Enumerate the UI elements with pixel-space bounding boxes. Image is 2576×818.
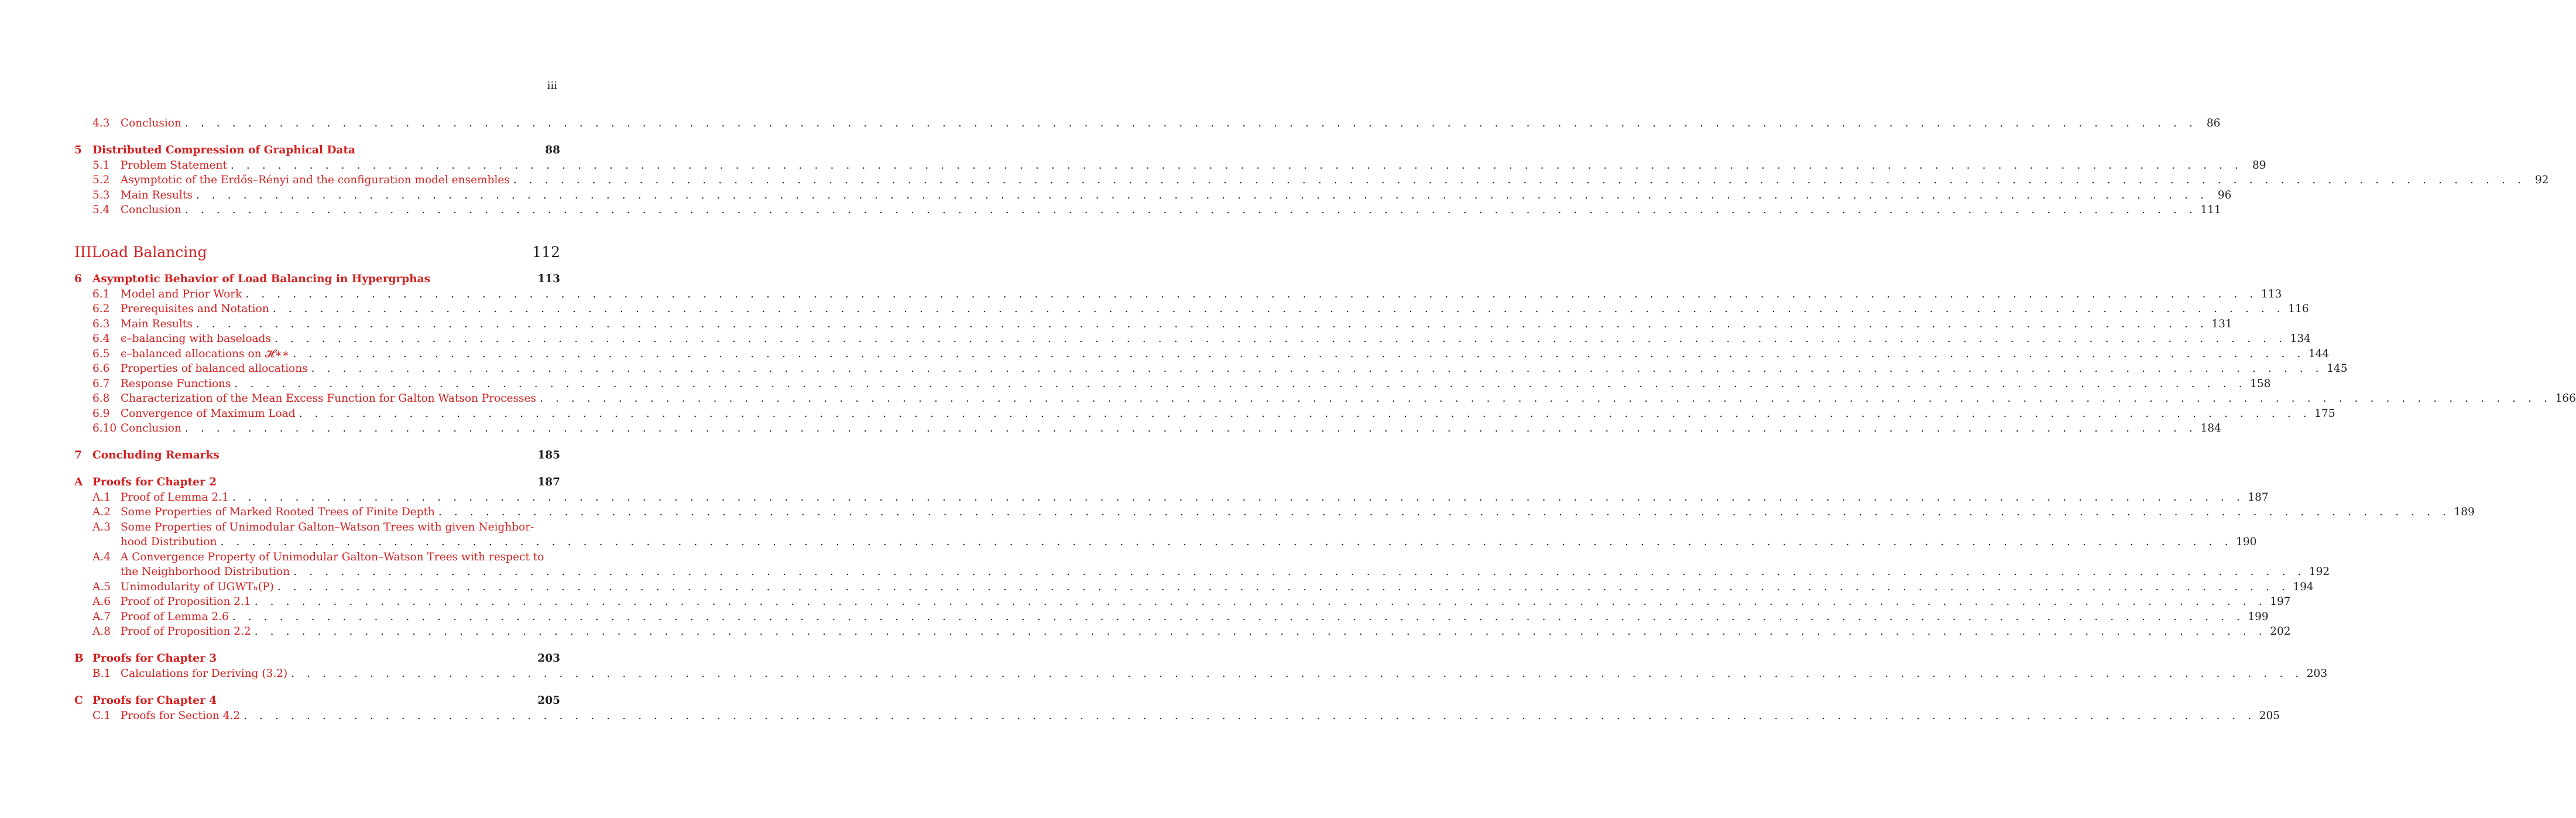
toc-section-entry[interactable] bbox=[74, 520, 560, 535]
entry-page: 144 bbox=[2308, 348, 2330, 360]
dot-leader bbox=[181, 421, 2201, 436]
entry-page: 88 bbox=[545, 144, 560, 156]
entry-number: 6.4 bbox=[92, 333, 110, 345]
toc-section-entry[interactable] bbox=[74, 116, 2221, 131]
entry-page: 205 bbox=[537, 694, 560, 707]
dot-leader bbox=[193, 317, 2212, 332]
entry-number: B.1 bbox=[92, 668, 111, 680]
entry-page: 184 bbox=[2200, 422, 2221, 434]
entry-page: 96 bbox=[2217, 189, 2232, 201]
dot-leader bbox=[271, 331, 2290, 347]
dot-leader bbox=[217, 535, 2237, 550]
entry-title: Concluding Remarks bbox=[92, 449, 219, 461]
entry-title: Conclusion bbox=[121, 422, 181, 434]
entry-page: 92 bbox=[2534, 174, 2549, 186]
entry-number: 6.9 bbox=[92, 408, 110, 420]
entry-number: 5.4 bbox=[92, 204, 110, 216]
entry-title: Some Properties of Marked Rooted Trees of Finite Depth bbox=[121, 506, 435, 518]
entry-number: A bbox=[74, 476, 83, 488]
entry-number: 6.1 bbox=[92, 288, 110, 300]
dot-leader bbox=[274, 580, 2293, 595]
entry-title: Proof of Proposition 2.2 bbox=[121, 625, 251, 638]
entry-title: A Convergence Property of Unimodular Galton–Watson Trees with respect to bbox=[121, 551, 544, 563]
dot-leader bbox=[181, 116, 2201, 131]
entry-title: Characterization of the Mean Excess Function for Galton Watson Processes bbox=[121, 392, 536, 405]
entry-page: 189 bbox=[2454, 506, 2475, 518]
entry-page: 202 bbox=[2270, 625, 2291, 638]
toc-section-entry[interactable] bbox=[74, 188, 2232, 203]
entry-page: 203 bbox=[537, 652, 560, 665]
part-title: IIILoad Balancing bbox=[74, 244, 207, 261]
entry-page: 111 bbox=[2200, 204, 2221, 216]
entry-title: Main Results bbox=[121, 318, 193, 330]
entry-page: 185 bbox=[537, 449, 560, 461]
entry-title: Properties of balanced allocations bbox=[121, 362, 308, 375]
toc-section-entry[interactable] bbox=[74, 317, 2232, 332]
toc-section-entry[interactable] bbox=[74, 666, 2328, 682]
toc-section-entry[interactable] bbox=[74, 287, 2282, 302]
toc-section-entry[interactable] bbox=[74, 347, 2330, 362]
entry-number: 6.6 bbox=[92, 362, 110, 375]
dot-leader bbox=[251, 594, 2270, 610]
entry-page: 197 bbox=[2270, 595, 2291, 608]
dot-leader bbox=[242, 287, 2261, 302]
dot-leader bbox=[227, 158, 2246, 173]
entry-number: A.6 bbox=[92, 595, 111, 608]
entry-page: 190 bbox=[2236, 536, 2257, 548]
toc-section-entry[interactable] bbox=[74, 594, 2291, 610]
entry-page: 145 bbox=[2327, 362, 2348, 375]
toc-chapter-entry[interactable] bbox=[74, 651, 560, 666]
entry-page: 113 bbox=[2261, 288, 2282, 300]
entry-title: Convergence of Maximum Load bbox=[121, 408, 296, 420]
dot-leader bbox=[240, 709, 2259, 724]
toc-section-entry[interactable] bbox=[74, 624, 2291, 639]
entry-title: Model and Prior Work bbox=[121, 288, 242, 300]
toc-chapter-entry[interactable] bbox=[74, 448, 560, 463]
toc-section-entry[interactable] bbox=[74, 331, 2311, 347]
dot-leader bbox=[269, 302, 2289, 317]
entry-number: 6.7 bbox=[92, 378, 110, 390]
dot-leader bbox=[193, 188, 2212, 203]
page-number: iii bbox=[547, 80, 557, 92]
entry-title: Proofs for Chapter 3 bbox=[92, 652, 217, 665]
entry-number: C.1 bbox=[92, 710, 111, 722]
toc-chapter-entry[interactable] bbox=[74, 693, 560, 709]
dot-leader bbox=[308, 361, 2327, 377]
entry-title: Problem Statement bbox=[121, 159, 227, 172]
toc-section-entry[interactable] bbox=[74, 391, 2576, 406]
dot-leader bbox=[289, 347, 2309, 362]
dot-leader bbox=[290, 564, 2309, 580]
dot-leader bbox=[536, 391, 2556, 406]
entry-number: A.1 bbox=[92, 491, 111, 504]
entry-page: 89 bbox=[2252, 159, 2266, 172]
entry-page: 116 bbox=[2288, 303, 2309, 315]
entry-number: 7 bbox=[74, 449, 82, 461]
entry-number: A.3 bbox=[92, 521, 111, 533]
toc-section-continuation[interactable] bbox=[74, 564, 2330, 580]
toc-section-entry[interactable] bbox=[74, 550, 560, 565]
toc-section-entry[interactable] bbox=[74, 377, 2271, 392]
toc-section-entry[interactable] bbox=[74, 505, 2475, 520]
entry-title: Unimodularity of UGWTₕ(P) bbox=[121, 581, 274, 593]
entry-number: 5 bbox=[74, 144, 82, 156]
entry-page: 175 bbox=[2314, 408, 2335, 420]
dot-leader bbox=[435, 505, 2454, 520]
toc-section-entry[interactable] bbox=[74, 361, 2348, 377]
dot-leader bbox=[231, 377, 2251, 392]
toc-section-continuation[interactable] bbox=[74, 535, 2257, 550]
toc-section-entry[interactable] bbox=[74, 421, 2221, 436]
entry-number: 6 bbox=[74, 273, 82, 285]
entry-number: 6.8 bbox=[92, 392, 110, 405]
entry-page: 199 bbox=[2248, 611, 2269, 623]
dot-leader bbox=[251, 624, 2270, 639]
entry-title: Asymptotic Behavior of Load Balancing in Hypergrphas bbox=[92, 273, 431, 285]
toc-section-entry[interactable] bbox=[74, 302, 2309, 317]
toc-part-entry[interactable] bbox=[74, 244, 560, 261]
entry-title: Proof of Lemma 2.6 bbox=[121, 611, 229, 623]
entry-number: A.8 bbox=[92, 625, 111, 638]
toc-section-entry[interactable] bbox=[74, 610, 2269, 625]
entry-number: 4.3 bbox=[92, 117, 110, 129]
part-page: 112 bbox=[532, 244, 560, 261]
dot-leader bbox=[287, 666, 2307, 682]
entry-title: Asymptotic of the Erdős–Rényi and the configuration model ensembles bbox=[121, 174, 510, 186]
entry-title: Distributed Compression of Graphical Data bbox=[92, 144, 356, 156]
entry-title: Prerequisites and Notation bbox=[121, 303, 269, 315]
entry-number: 6.3 bbox=[92, 318, 110, 330]
entry-number: 6.5 bbox=[92, 348, 110, 360]
entry-page: 203 bbox=[2306, 668, 2328, 680]
entry-number: 5.2 bbox=[92, 174, 110, 186]
entry-title: Proofs for Section 4.2 bbox=[121, 710, 241, 722]
toc-section-entry[interactable] bbox=[74, 709, 2280, 724]
toc-section-entry[interactable] bbox=[74, 158, 2266, 173]
entry-number: 5.3 bbox=[92, 189, 110, 201]
dot-leader bbox=[229, 610, 2248, 625]
toc-section-entry[interactable] bbox=[74, 406, 2335, 422]
entry-page: 187 bbox=[2248, 491, 2269, 504]
entry-title: Proof of Lemma 2.1 bbox=[121, 491, 229, 504]
entry-number: C bbox=[74, 694, 83, 707]
entry-title-continued: hood Distribution bbox=[121, 536, 217, 548]
entry-title: ϵ–balancing with baseloads bbox=[121, 333, 271, 345]
toc-chapter-entry[interactable] bbox=[74, 272, 560, 287]
dot-leader bbox=[181, 203, 2201, 218]
entry-page: 131 bbox=[2211, 318, 2232, 330]
entry-page: 86 bbox=[2206, 117, 2221, 129]
toc-chapter-entry[interactable] bbox=[74, 475, 560, 490]
entry-title: Main Results bbox=[121, 189, 193, 201]
dot-leader bbox=[296, 406, 2315, 422]
entry-title: Proofs for Chapter 4 bbox=[92, 694, 217, 707]
toc-section-entry[interactable] bbox=[74, 173, 2549, 188]
entry-page: 134 bbox=[2290, 333, 2311, 345]
entry-page: 166 bbox=[2555, 392, 2576, 405]
entry-page: 192 bbox=[2309, 566, 2330, 578]
entry-number: 6.10 bbox=[92, 422, 117, 434]
entry-number: A.7 bbox=[92, 611, 111, 623]
toc-section-entry[interactable] bbox=[74, 203, 2221, 218]
entry-title: Conclusion bbox=[121, 204, 181, 216]
entry-title-continued: the Neighborhood Distribution bbox=[121, 566, 290, 578]
dot-leader bbox=[229, 490, 2248, 505]
entry-title: Proofs for Chapter 2 bbox=[92, 476, 217, 488]
entry-title: Calculations for Deriving (3.2) bbox=[121, 668, 288, 680]
entry-page: 187 bbox=[537, 476, 560, 488]
entry-number: 5.1 bbox=[92, 159, 110, 172]
entry-page: 113 bbox=[537, 273, 560, 285]
toc-section-entry[interactable] bbox=[74, 580, 2314, 595]
entry-title: Some Properties of Unimodular Galton–Watson Trees with given Neighbor- bbox=[121, 521, 534, 533]
entry-page: 205 bbox=[2259, 710, 2280, 722]
entry-number: B bbox=[74, 652, 84, 665]
entry-number: A.5 bbox=[92, 581, 111, 593]
entry-number: A.4 bbox=[92, 551, 111, 563]
entry-title: Conclusion bbox=[121, 117, 181, 129]
dot-leader bbox=[510, 173, 2529, 188]
entry-number: 6.2 bbox=[92, 303, 110, 315]
entry-number: A.2 bbox=[92, 506, 111, 518]
entry-title: Response Functions bbox=[121, 378, 231, 390]
entry-page: 194 bbox=[2293, 581, 2314, 593]
entry-page: 158 bbox=[2250, 378, 2271, 390]
entry-title: ϵ–balanced allocations on 𝓗∗∗ bbox=[121, 348, 290, 360]
toc-chapter-entry[interactable] bbox=[74, 143, 560, 158]
toc-section-entry[interactable] bbox=[74, 490, 2269, 505]
entry-title: Proof of Proposition 2.1 bbox=[121, 595, 251, 608]
